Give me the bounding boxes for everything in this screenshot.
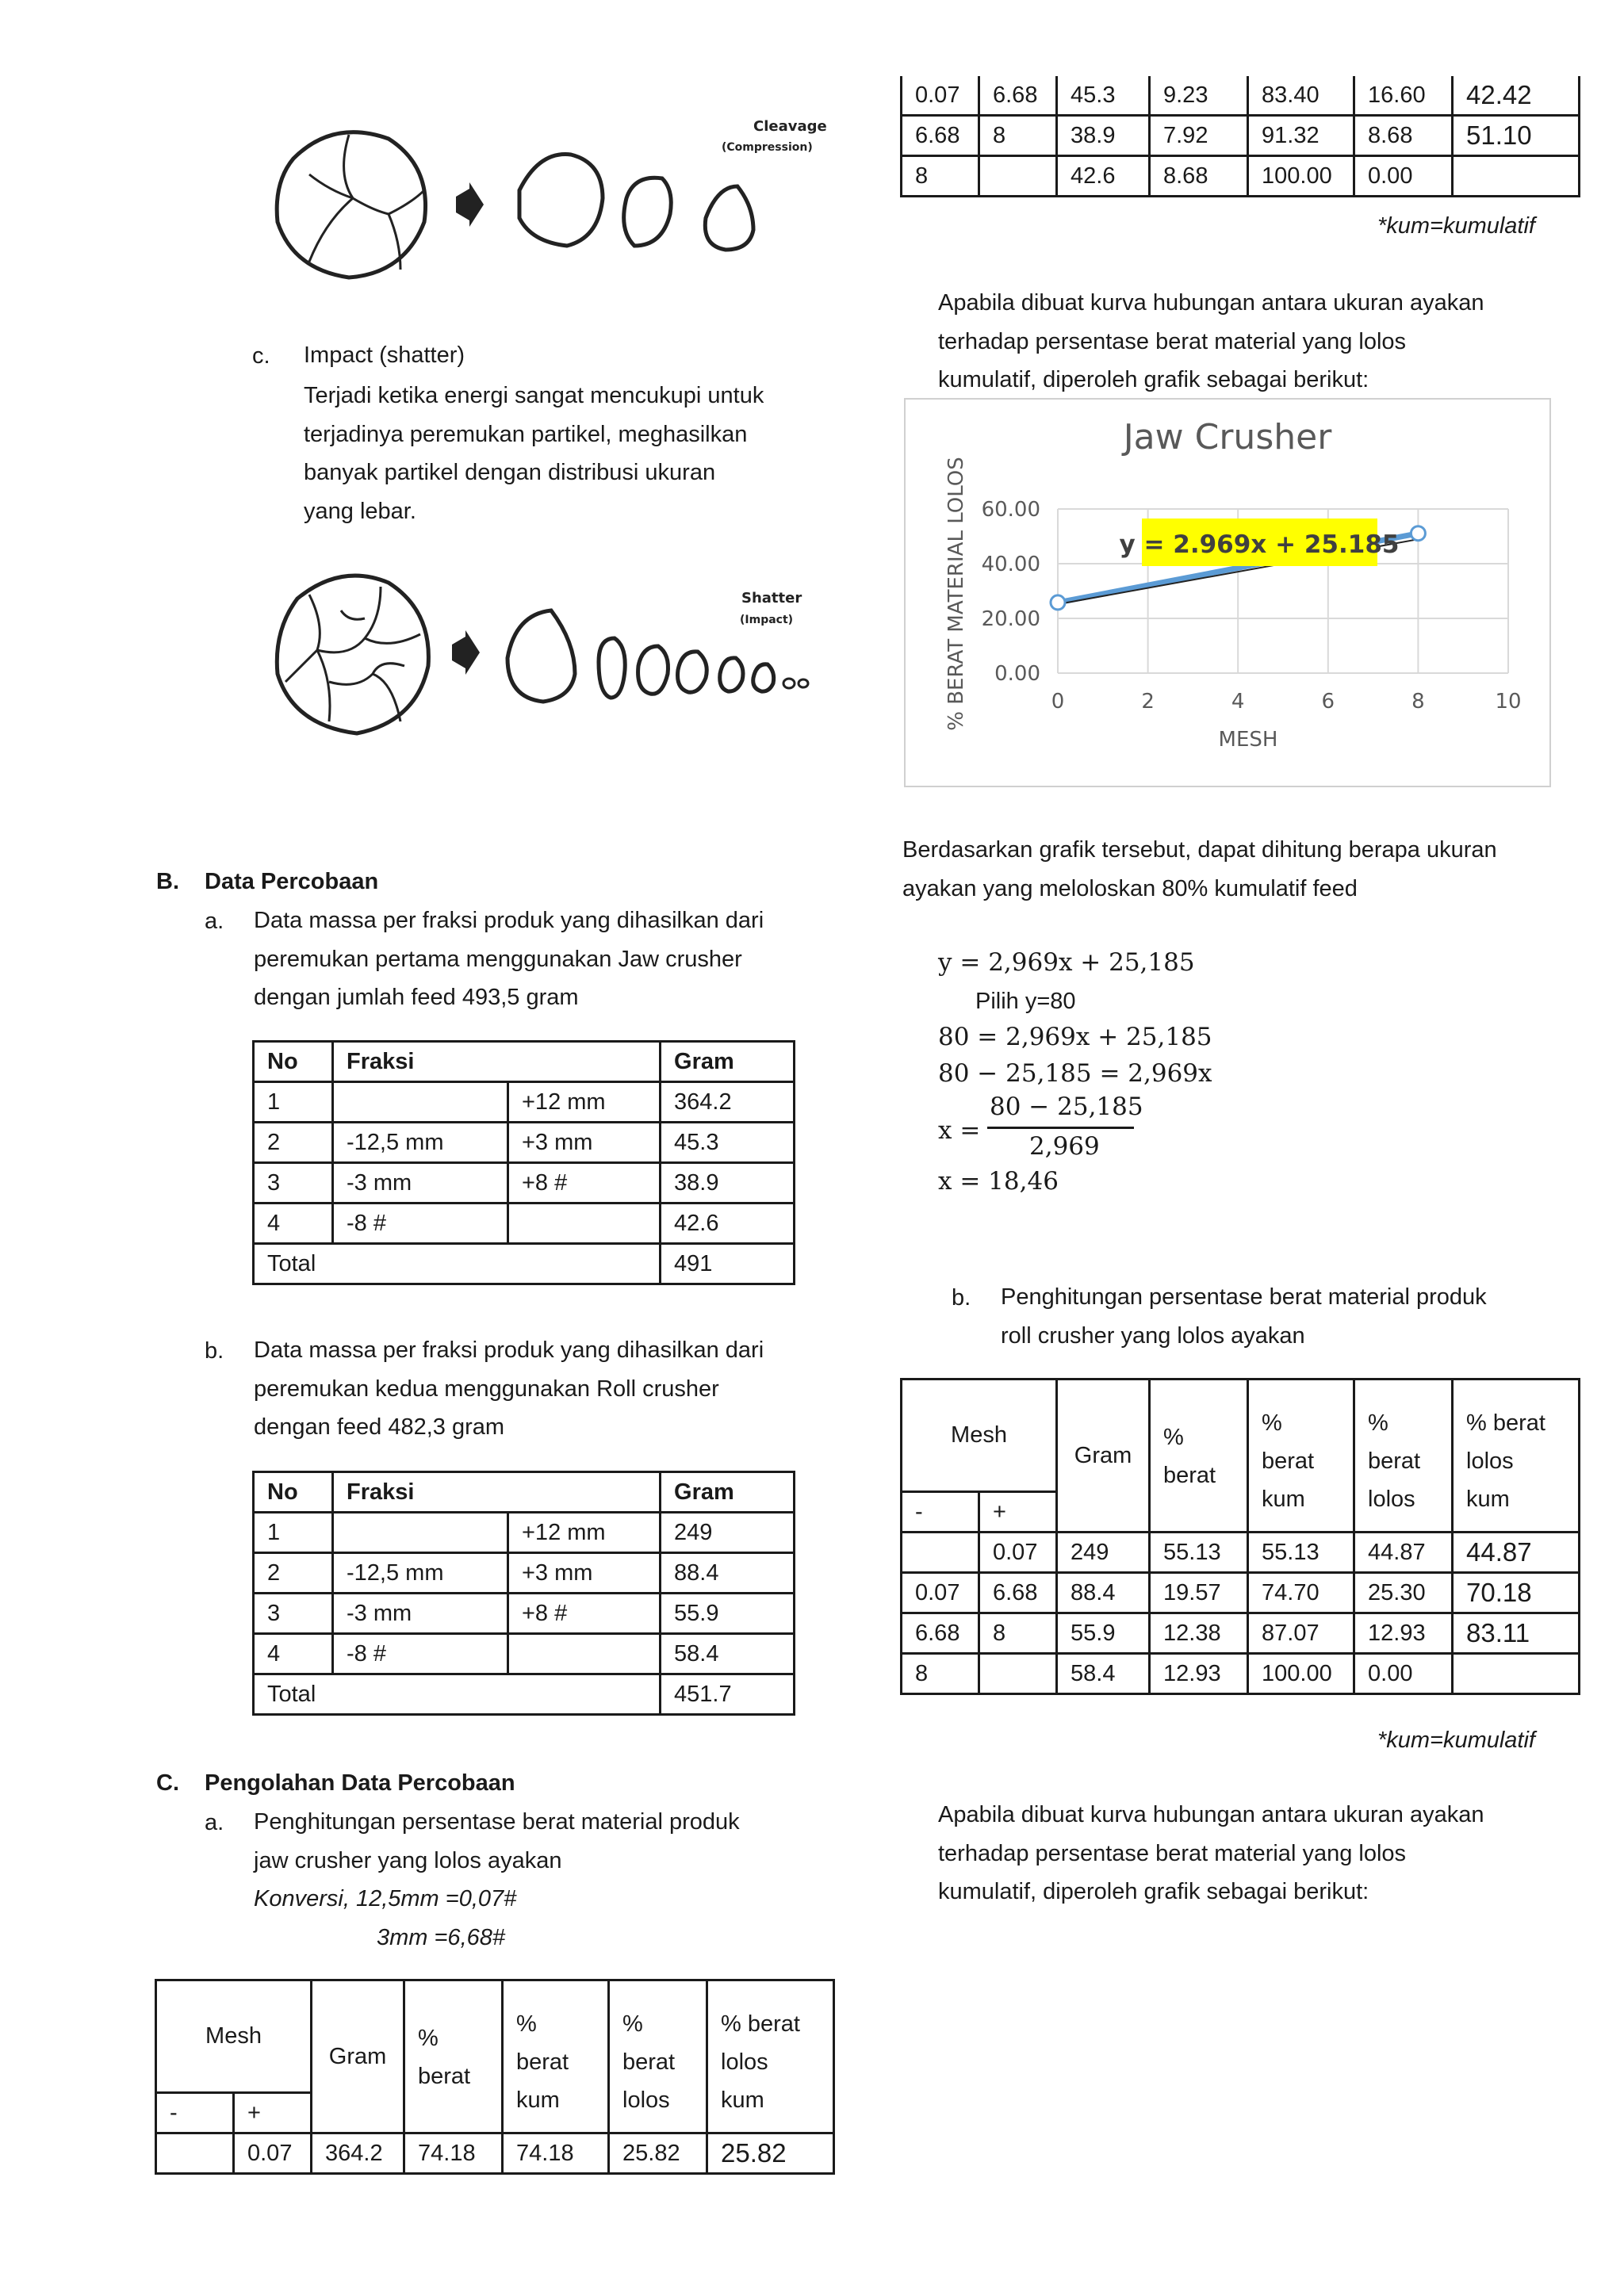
y-tick-label: 20.00 xyxy=(981,607,1040,631)
table-cell: 44.87 xyxy=(1354,1533,1453,1573)
table-cell xyxy=(979,156,1057,197)
table-cell: 51.10 xyxy=(1453,116,1580,156)
x-tick-label: 10 xyxy=(1495,690,1522,714)
conversion-line-2: 3mm =6,68# xyxy=(377,1924,506,1950)
equation-label: y = 2.969x + 25.185 xyxy=(1119,530,1400,559)
header-line: % berat xyxy=(1466,1410,1545,1436)
table-cell: 8 xyxy=(902,1654,979,1694)
shatter-label: Shatter xyxy=(741,590,802,607)
table-row xyxy=(254,1163,795,1203)
table-total-row xyxy=(254,1244,795,1284)
fraction-bar xyxy=(987,1127,1134,1129)
impact-text xyxy=(304,377,803,530)
table-cell: -3 mm xyxy=(333,1594,508,1634)
gram-header: Gram xyxy=(1057,1380,1150,1533)
lolos-header xyxy=(1354,1380,1453,1533)
table-cell: 249 xyxy=(661,1513,795,1553)
roll-crusher-table xyxy=(252,1471,795,1716)
pct-header xyxy=(404,1980,503,2133)
table-cell: 0.07 xyxy=(979,1533,1057,1573)
graph-intro-2-line-3: kumulatif, diperoleh grafik sebagai berikut: xyxy=(938,1879,1369,1904)
table-cell: 16.60 xyxy=(1354,76,1453,116)
header-line: kum xyxy=(1466,1487,1510,1512)
jaw-percent-table xyxy=(155,1979,835,2175)
calc-b-text xyxy=(1001,1278,1549,1355)
cleavage-sublabel: (Compression) xyxy=(722,141,813,154)
data-a-line-3: dengan jumlah feed 493,5 gram xyxy=(254,985,579,1010)
data-b-text xyxy=(254,1331,802,1447)
table-row xyxy=(254,1553,795,1594)
section-c-heading: Pengolahan Data Percobaan xyxy=(205,1770,515,1796)
graph-intro-line-1: Apabila dibuat kurva hubungan antara ukuran ayakan xyxy=(938,290,1484,316)
table-row xyxy=(902,76,1580,116)
section-c-letter: C. xyxy=(156,1770,179,1796)
table-row xyxy=(156,2133,834,2174)
table-row xyxy=(902,156,1580,197)
table-cell: 74.70 xyxy=(1248,1573,1354,1613)
table-cell: 364.2 xyxy=(661,1082,795,1123)
header-line: % xyxy=(1368,1410,1388,1436)
table-cell: 55.9 xyxy=(661,1594,795,1634)
table-cell: 8 xyxy=(902,156,979,197)
equation-4-numerator: 80 − 25,185 xyxy=(990,1093,1143,1121)
table-cell: 25.30 xyxy=(1354,1573,1453,1613)
mesh-header: Mesh xyxy=(156,1980,312,2093)
header-line: berat xyxy=(622,2049,676,2075)
table-cell: 4 xyxy=(254,1203,333,1244)
table-cell: -12,5 mm xyxy=(333,1553,508,1594)
header-line: berat xyxy=(1163,1463,1216,1488)
table-cell: 88.4 xyxy=(661,1553,795,1594)
table-cell: 91.32 xyxy=(1248,116,1354,156)
table-row xyxy=(254,1082,795,1123)
data-b-marker: b. xyxy=(205,1338,224,1364)
table-cell xyxy=(156,2133,234,2174)
table-cell: +3 mm xyxy=(508,1553,661,1594)
impact-title: Impact (shatter) xyxy=(304,342,465,368)
impact-line-3: banyak partikel dengan distribusi ukuran xyxy=(304,460,716,485)
table-cell xyxy=(979,1654,1057,1694)
table-cell: 1 xyxy=(254,1082,333,1123)
jaw-crusher-chart xyxy=(904,398,1551,787)
table-cell: 249 xyxy=(1057,1533,1150,1573)
header-line: kum xyxy=(1262,1487,1305,1512)
impact-line-4: yang lebar. xyxy=(304,498,416,524)
table-cell: 0.07 xyxy=(902,1573,979,1613)
cleavage-label: Cleavage xyxy=(753,118,827,135)
table-cell: -8 # xyxy=(333,1634,508,1674)
calc-b-marker: b. xyxy=(952,1285,971,1311)
header-line: kum xyxy=(516,2087,560,2113)
col-no-header: No xyxy=(254,1042,333,1082)
mesh-minus-header: - xyxy=(156,2093,234,2133)
table-cell: 12.93 xyxy=(1150,1654,1248,1694)
kum-header xyxy=(503,1980,609,2133)
cleavage-illustration xyxy=(262,111,848,301)
shatter-sublabel: (Impact) xyxy=(740,614,794,626)
calc-intro-line-1: Berdasarkan grafik tersebut, dapat dihitung berapa ukuran xyxy=(902,837,1497,863)
table-cell: 3 xyxy=(254,1594,333,1634)
section-b-heading: Data Percobaan xyxy=(205,869,379,894)
equation-pick: Pilih y=80 xyxy=(975,989,1076,1014)
data-point xyxy=(1051,595,1065,610)
table-total-row xyxy=(254,1674,795,1715)
kumulatif-note-2: *kum=kumulatif xyxy=(1377,1728,1535,1753)
calc-b-line-1: Penghitungan persentase berat material produk xyxy=(1001,1284,1487,1310)
header-line: berat xyxy=(1262,1448,1315,1474)
table-cell: -8 # xyxy=(333,1203,508,1244)
table-cell: 8 xyxy=(979,116,1057,156)
table-cell: 6.68 xyxy=(979,76,1057,116)
chart-title: Jaw Crusher xyxy=(1123,417,1332,457)
x-tick-label: 2 xyxy=(1141,690,1155,714)
table-cell: 42.6 xyxy=(1057,156,1150,197)
table-cell: 0.00 xyxy=(1354,1654,1453,1694)
table-cell: 3 xyxy=(254,1163,333,1203)
calc-a-line-2: jaw crusher yang lolos ayakan xyxy=(254,1847,562,1873)
equation-3: 80 − 25,185 = 2,969x xyxy=(938,1059,1212,1088)
total-value: 451.7 xyxy=(661,1674,795,1715)
table-cell: 100.00 xyxy=(1248,1654,1354,1694)
table-cell: 9.23 xyxy=(1150,76,1248,116)
x-tick-label: 8 xyxy=(1411,690,1425,714)
table-cell: 83.11 xyxy=(1453,1613,1580,1654)
table-cell: 55.13 xyxy=(1248,1533,1354,1573)
header-line: lolos xyxy=(721,2049,768,2075)
header-line: kum xyxy=(721,2087,764,2113)
table-cell: 88.4 xyxy=(1057,1573,1150,1613)
data-b-line-1: Data massa per fraksi produk yang dihasilkan dari xyxy=(254,1337,764,1363)
conversion-line-1: Konversi, 12,5mm =0,07# xyxy=(254,1886,517,1911)
kumulatif-note-1: *kum=kumulatif xyxy=(1377,213,1535,239)
graph-intro-2 xyxy=(938,1796,1549,1911)
calc-a-line-1: Penghitungan persentase berat material produk xyxy=(254,1809,740,1835)
x-tick-label: 0 xyxy=(1051,690,1065,714)
table-row xyxy=(254,1203,795,1244)
impact-line-1: Terjadi ketika energi sangat mencukupi untuk xyxy=(304,383,764,408)
table-cell: 44.87 xyxy=(1453,1533,1580,1573)
x-tick-label: 6 xyxy=(1321,690,1335,714)
y-tick-label: 40.00 xyxy=(981,553,1040,576)
table-row xyxy=(254,1634,795,1674)
table-cell: 8.68 xyxy=(1354,116,1453,156)
graph-intro-2-line-2: terhadap persentase berat material yang lolos xyxy=(938,1840,1407,1866)
table-cell: 42.6 xyxy=(661,1203,795,1244)
equation-2: 80 = 2,969x + 25,185 xyxy=(938,1023,1212,1051)
impact-line-2: terjadinya peremukan partikel, meghasilkan xyxy=(304,421,748,447)
x-axis-title: MESH xyxy=(1218,728,1278,752)
table-cell: 74.18 xyxy=(404,2133,503,2174)
table-cell: +12 mm xyxy=(508,1082,661,1123)
table-row xyxy=(254,1513,795,1553)
gram-header: Gram xyxy=(312,1980,404,2133)
chart-canvas xyxy=(906,400,1549,786)
col-fraksi-header: Fraksi xyxy=(333,1472,661,1513)
calc-intro xyxy=(902,831,1549,908)
header-line: lolos xyxy=(622,2087,670,2113)
table-row xyxy=(902,1573,1580,1613)
table-cell xyxy=(333,1082,508,1123)
data-a-line-1: Data massa per fraksi produk yang dihasilkan dari xyxy=(254,908,764,933)
table-cell: 74.18 xyxy=(503,2133,609,2174)
table-cell: -3 mm xyxy=(333,1163,508,1203)
table-cell: 0.07 xyxy=(902,76,979,116)
data-point xyxy=(1411,526,1425,541)
table-cell: 42.42 xyxy=(1453,76,1580,116)
table-row xyxy=(902,1654,1580,1694)
table-cell: 83.40 xyxy=(1248,76,1354,116)
table-cell: 0.07 xyxy=(234,2133,312,2174)
calc-a-text xyxy=(254,1803,802,1957)
pct-header xyxy=(1150,1380,1248,1533)
header-line: % xyxy=(1262,1410,1282,1436)
table-cell: 45.3 xyxy=(1057,76,1150,116)
header-line: % xyxy=(1163,1425,1184,1450)
table-cell: +8 # xyxy=(508,1163,661,1203)
total-label: Total xyxy=(254,1244,661,1284)
table-cell: 12.93 xyxy=(1354,1613,1453,1654)
y-axis-title: % BERAT MATERIAL LOLOS xyxy=(944,457,968,731)
table-row xyxy=(254,1123,795,1163)
mesh-plus-header: + xyxy=(234,2093,312,2133)
table-row xyxy=(254,1594,795,1634)
mesh-minus-header: - xyxy=(902,1492,979,1533)
table-cell: 55.9 xyxy=(1057,1613,1150,1654)
x-tick-label: 4 xyxy=(1231,690,1245,714)
table-cell: 7.92 xyxy=(1150,116,1248,156)
col-gram-header: Gram xyxy=(661,1472,795,1513)
table-cell: 25.82 xyxy=(707,2133,834,2174)
total-label: Total xyxy=(254,1674,661,1715)
jaw-crusher-table xyxy=(252,1040,795,1285)
y-tick-label: 0.00 xyxy=(994,662,1040,686)
table-cell: +8 # xyxy=(508,1594,661,1634)
total-value: 491 xyxy=(661,1244,795,1284)
col-no-header: No xyxy=(254,1472,333,1513)
table-cell: 25.82 xyxy=(609,2133,707,2174)
table-cell xyxy=(1453,156,1580,197)
table-cell: 6.68 xyxy=(902,1613,979,1654)
graph-intro xyxy=(938,284,1549,400)
calc-a-marker: a. xyxy=(205,1810,224,1835)
header-line: lolos xyxy=(1368,1487,1415,1512)
table-cell: 58.4 xyxy=(1057,1654,1150,1694)
header-line: % xyxy=(418,2026,439,2051)
data-b-line-2: peremukan kedua menggunakan Roll crusher xyxy=(254,1376,719,1402)
kum-header xyxy=(1248,1380,1354,1533)
calc-b-line-2: roll crusher yang lolos ayakan xyxy=(1001,1322,1305,1349)
table-cell xyxy=(902,1533,979,1573)
roll-percent-table xyxy=(900,1378,1580,1695)
data-a-line-2: peremukan pertama menggunakan Jaw crusher xyxy=(254,946,742,972)
table-cell: -12,5 mm xyxy=(333,1123,508,1163)
header-line: % xyxy=(516,2011,537,2037)
table-row xyxy=(902,116,1580,156)
graph-intro-2-line-1: Apabila dibuat kurva hubungan antara ukuran ayakan xyxy=(938,1802,1484,1827)
header-line: berat xyxy=(1368,1448,1421,1474)
table-cell: 100.00 xyxy=(1248,156,1354,197)
table-cell: 2 xyxy=(254,1123,333,1163)
data-a-marker: a. xyxy=(205,909,224,934)
table-cell xyxy=(508,1203,661,1244)
table-cell: 58.4 xyxy=(661,1634,795,1674)
table-cell: 38.9 xyxy=(1057,116,1150,156)
table-cell: 8.68 xyxy=(1150,156,1248,197)
header-line: berat xyxy=(516,2049,569,2075)
lolos-kum-header xyxy=(1453,1380,1580,1533)
table-cell: 38.9 xyxy=(661,1163,795,1203)
data-a-text xyxy=(254,901,802,1017)
jaw-percent-table-continued xyxy=(900,76,1580,197)
table-cell: 70.18 xyxy=(1453,1573,1580,1613)
calc-intro-line-2: ayakan yang meloloskan 80% kumulatif feed xyxy=(902,875,1358,901)
lolos-kum-header xyxy=(707,1980,834,2133)
table-cell xyxy=(1453,1654,1580,1694)
table-cell xyxy=(508,1634,661,1674)
section-b-letter: B. xyxy=(156,869,179,894)
col-gram-header: Gram xyxy=(661,1042,795,1082)
lolos-header xyxy=(609,1980,707,2133)
table-cell: 19.57 xyxy=(1150,1573,1248,1613)
table-cell: 8 xyxy=(979,1613,1057,1654)
table-row xyxy=(902,1613,1580,1654)
col-fraksi-header: Fraksi xyxy=(333,1042,661,1082)
graph-intro-line-2: terhadap persentase berat material yang lolos xyxy=(938,328,1407,354)
graph-intro-line-3: kumulatif, diperoleh grafik sebagai berikut: xyxy=(938,367,1369,392)
mesh-plus-header: + xyxy=(979,1492,1057,1533)
table-cell: 87.07 xyxy=(1248,1613,1354,1654)
equation-1: y = 2,969x + 25,185 xyxy=(938,948,1195,977)
table-cell: 4 xyxy=(254,1634,333,1674)
header-line: % berat xyxy=(721,2011,800,2037)
equation-5: x = 18,46 xyxy=(938,1167,1059,1196)
table-cell: 364.2 xyxy=(312,2133,404,2174)
table-cell: 45.3 xyxy=(661,1123,795,1163)
header-line: berat xyxy=(418,2064,471,2089)
table-cell: 0.00 xyxy=(1354,156,1453,197)
equation-4-lhs: x = xyxy=(938,1116,981,1145)
header-line: % xyxy=(622,2011,643,2037)
table-cell: 6.68 xyxy=(902,116,979,156)
table-cell: +12 mm xyxy=(508,1513,661,1553)
equation-4-denominator: 2,969 xyxy=(1029,1132,1100,1161)
table-cell xyxy=(333,1513,508,1553)
y-tick-label: 60.00 xyxy=(981,498,1040,522)
table-cell: 12.38 xyxy=(1150,1613,1248,1654)
header-line: lolos xyxy=(1466,1448,1514,1474)
table-cell: 6.68 xyxy=(979,1573,1057,1613)
table-cell: 2 xyxy=(254,1553,333,1594)
data-b-line-3: dengan feed 482,3 gram xyxy=(254,1414,505,1440)
table-cell: +3 mm xyxy=(508,1123,661,1163)
table-cell: 55.13 xyxy=(1150,1533,1248,1573)
table-cell: 1 xyxy=(254,1513,333,1553)
shatter-illustration xyxy=(262,563,848,745)
mesh-header: Mesh xyxy=(902,1380,1057,1492)
table-row xyxy=(902,1533,1580,1573)
impact-marker: c. xyxy=(252,343,270,369)
